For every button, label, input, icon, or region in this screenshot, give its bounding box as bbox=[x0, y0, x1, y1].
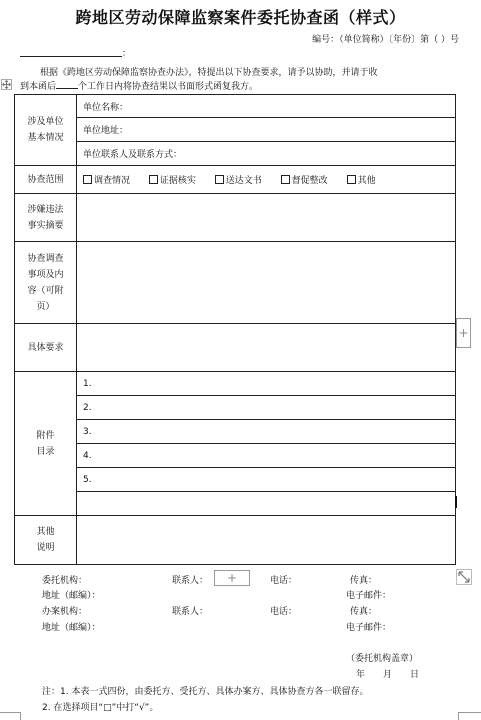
text-cursor bbox=[455, 496, 457, 508]
scope-options bbox=[77, 166, 456, 194]
entrust-address-label: 地址（邮编）： bbox=[42, 591, 101, 601]
date-line: 年 月 日 bbox=[356, 670, 420, 680]
handling-email-label: 电子邮件： bbox=[346, 623, 392, 633]
handling-fax-label: 传真： bbox=[350, 607, 378, 617]
serial-number: 编号：（单位简称）〔年份〕第（ ）号 bbox=[312, 35, 459, 45]
handling-phone-label: 电话： bbox=[270, 607, 298, 617]
other-notes-label: 其他说明 bbox=[15, 516, 77, 565]
scope-option-deliver[interactable]: 送达文书 bbox=[215, 176, 262, 186]
note-line-1: 注：1. 本表一式四份，由委托方、受托方、具体办案方、具体协查方各一联留存。 bbox=[42, 687, 369, 697]
investigation-items-field[interactable] bbox=[77, 242, 456, 324]
checkbox-icon[interactable] bbox=[347, 175, 356, 184]
scope-option-verify[interactable]: 证据核实 bbox=[149, 176, 196, 186]
add-column-handle[interactable]: + bbox=[456, 318, 471, 348]
addressee-colon: ： bbox=[122, 49, 132, 59]
handling-org-label: 办案机构： bbox=[42, 607, 88, 617]
scope-label: 协查范围 bbox=[15, 166, 77, 194]
addressee-blank[interactable] bbox=[20, 56, 122, 57]
handling-address-label: 地址（邮编）： bbox=[42, 623, 101, 633]
move-handle-icon[interactable] bbox=[1, 75, 12, 86]
requirements-label: 具体要求 bbox=[15, 324, 77, 372]
attachments-label: 附件目录 bbox=[15, 372, 77, 516]
page-corner-mark-right-h bbox=[459, 712, 481, 713]
checkbox-icon[interactable] bbox=[149, 175, 158, 184]
attachment-row-5[interactable]: 5. bbox=[77, 468, 456, 492]
other-notes-field[interactable] bbox=[77, 516, 456, 565]
entrust-contact-label: 联系人： bbox=[172, 576, 209, 586]
unit-address-field[interactable]: 单位地址： bbox=[77, 118, 456, 142]
note-line-2: 2. 在选择项目“□”中打“√”。 bbox=[42, 703, 159, 713]
checkbox-icon[interactable] bbox=[281, 175, 290, 184]
intro-line-1: 根据《跨地区劳动保障监察协查办法》，特提出以下协查要求，请予以协助，并请于收 bbox=[40, 68, 378, 78]
unit-info-label: 涉及单位基本情况 bbox=[15, 95, 77, 166]
request-form-table bbox=[14, 94, 456, 565]
attachment-row-6[interactable] bbox=[77, 492, 456, 516]
violation-summary-field[interactable] bbox=[77, 194, 456, 242]
scope-option-other[interactable]: 其他 bbox=[347, 176, 376, 186]
seal-note: （委托机构盖章） bbox=[346, 654, 419, 664]
unit-name-field[interactable]: 单位名称： bbox=[77, 95, 456, 118]
days-blank[interactable] bbox=[56, 79, 78, 89]
page-corner-mark-right bbox=[458, 712, 459, 720]
violation-summary-label: 涉嫌违法事实摘要 bbox=[15, 194, 77, 242]
unit-contact-field[interactable]: 单位联系人及联系方式： bbox=[77, 142, 456, 166]
attachment-row-4[interactable]: 4. bbox=[77, 444, 456, 468]
checkbox-icon[interactable] bbox=[215, 175, 224, 184]
add-row-handle[interactable]: + bbox=[214, 570, 250, 586]
intro-line-2 bbox=[20, 79, 258, 92]
investigation-items-label: 协查调查事项及内容（可附页） bbox=[15, 242, 77, 324]
page-corner-mark-left bbox=[20, 712, 21, 720]
attachment-row-1[interactable]: 1. bbox=[77, 372, 456, 396]
entrust-email-label: 电子邮件： bbox=[346, 591, 392, 601]
entrust-org-label: 委托机构： bbox=[42, 576, 88, 586]
entrust-fax-label: 传真： bbox=[350, 576, 378, 586]
checkbox-icon[interactable] bbox=[83, 175, 92, 184]
scope-option-investigate[interactable]: 调查情况 bbox=[83, 176, 130, 186]
attachment-row-3[interactable]: 3. bbox=[77, 420, 456, 444]
resize-icon[interactable] bbox=[456, 569, 472, 585]
handling-contact-label: 联系人： bbox=[172, 607, 209, 617]
requirements-field[interactable] bbox=[77, 324, 456, 372]
page-corner-mark-left-h bbox=[0, 712, 20, 713]
intro-line-2-suffix: 个工作日内将协查结果以书面形式函复我方。 bbox=[78, 82, 259, 92]
attachment-row-2[interactable]: 2. bbox=[77, 396, 456, 420]
document-title: 跨地区劳动保障监察案件委托协查函（样式） bbox=[75, 8, 406, 27]
entrust-phone-label: 电话： bbox=[270, 576, 298, 586]
intro-line-2-prefix: 到本函后 bbox=[20, 82, 57, 92]
scope-option-supervise[interactable]: 督促整改 bbox=[281, 176, 328, 186]
